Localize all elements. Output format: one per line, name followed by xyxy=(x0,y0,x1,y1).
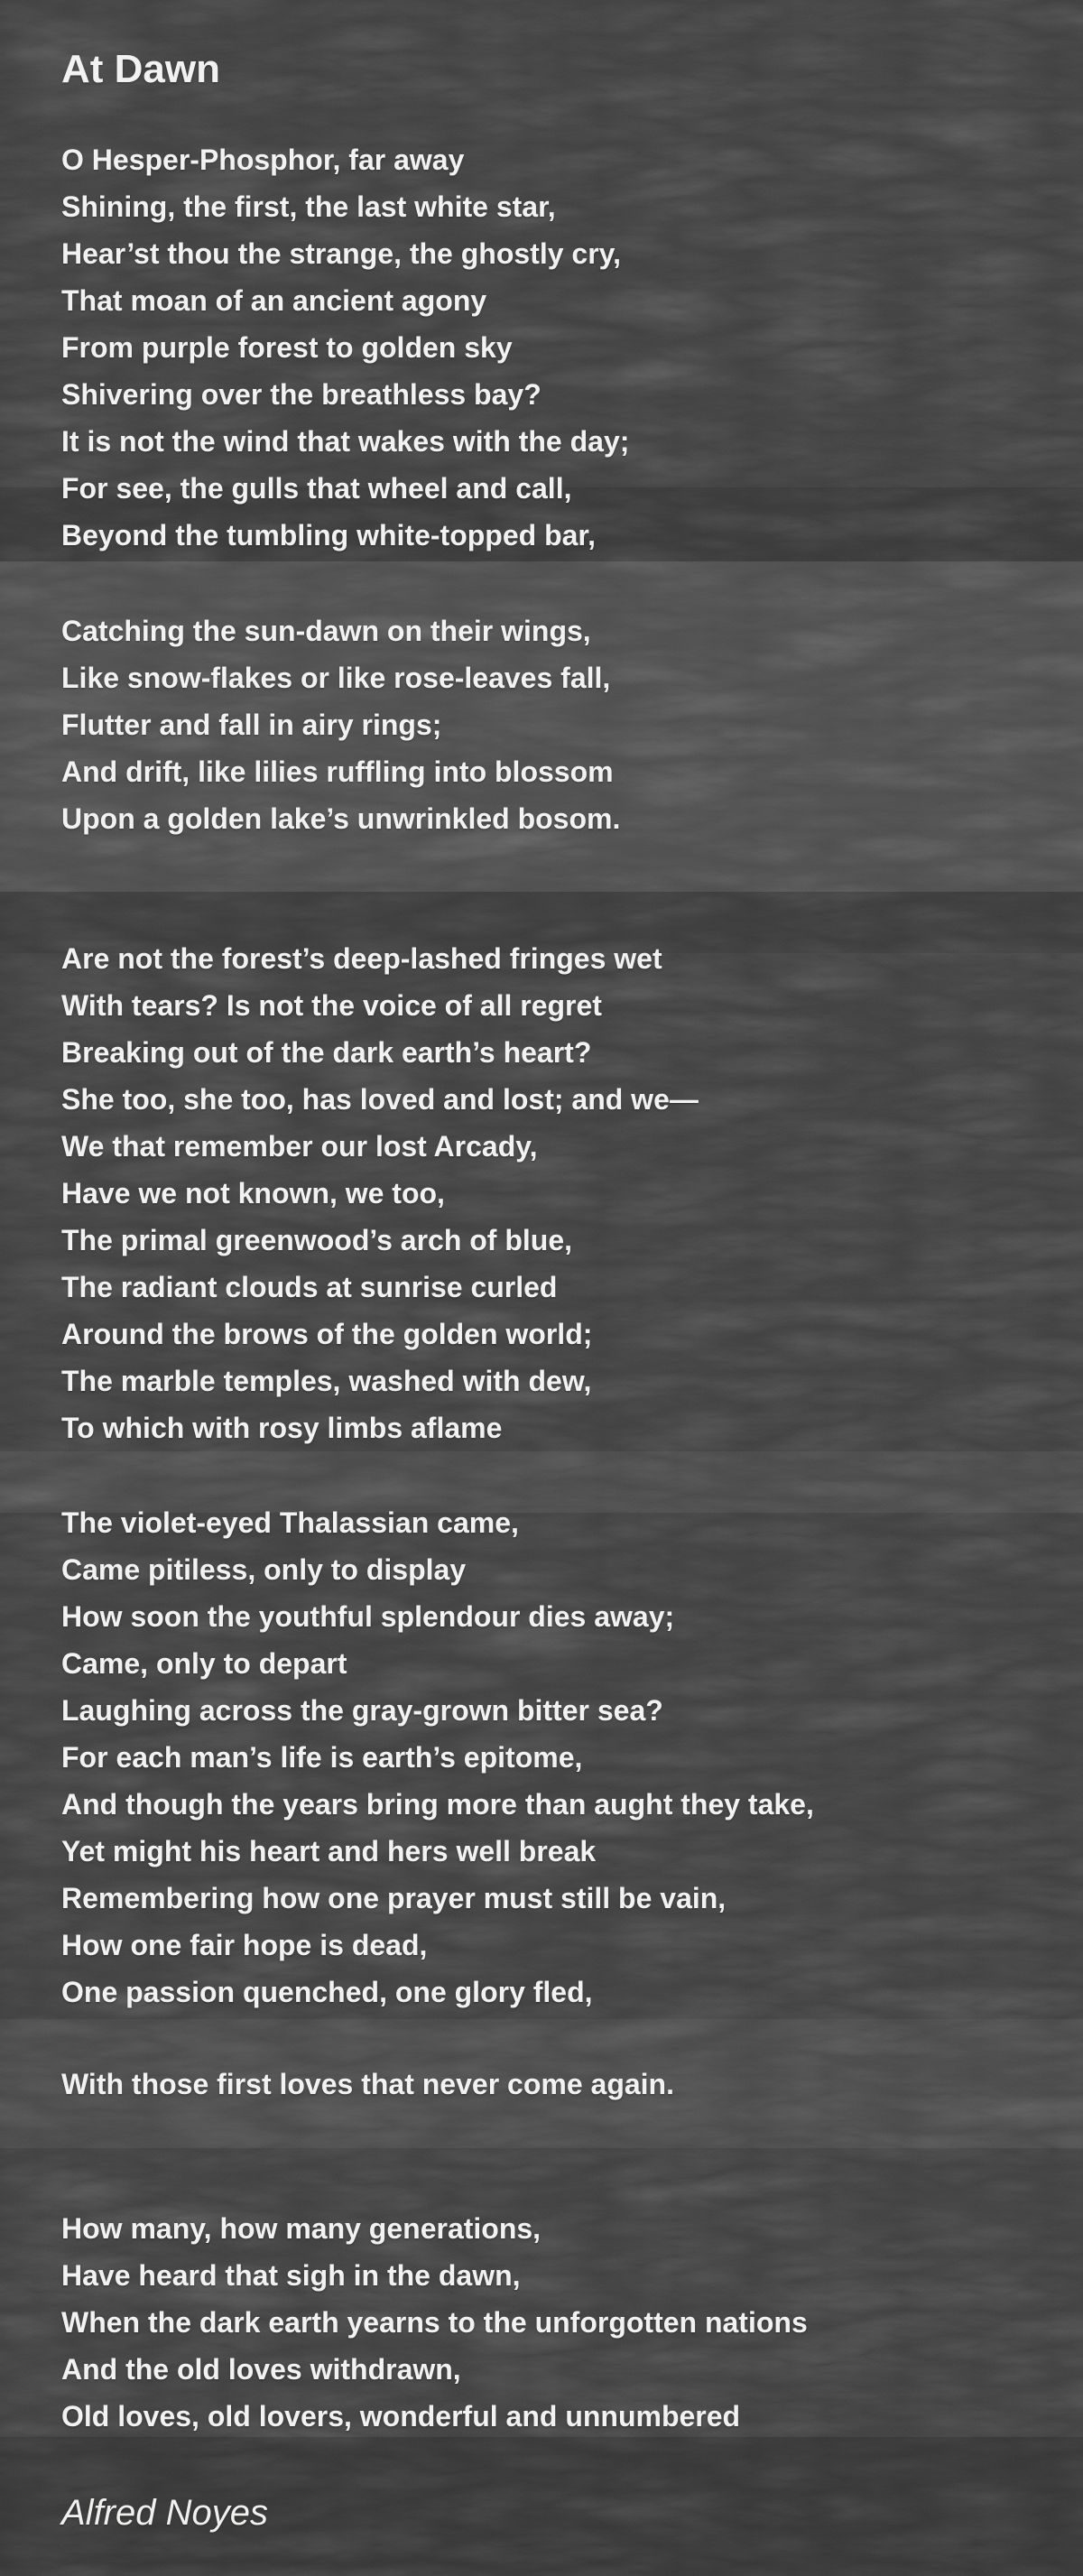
poem-line: For each man’s life is earth’s epitome, xyxy=(61,1741,583,1774)
poem-line: When the dark earth yearns to the unforgotten nations xyxy=(61,2306,808,2339)
poem-line: With those first loves that never come again. xyxy=(61,2068,674,2100)
poem-line: Laughing across the gray-grown bitter sea? xyxy=(61,1694,663,1727)
poem-line: And though the years bring more than aught they take, xyxy=(61,1788,814,1821)
poem-stanza xyxy=(61,136,1047,559)
poem-line: Beyond the tumbling white-topped bar, xyxy=(61,519,596,551)
poem-line: Are not the forest’s deep-lashed fringes wet xyxy=(61,942,662,975)
poem-line: How many, how many generations, xyxy=(61,2212,542,2245)
poem-line: O Hesper-Phosphor, far away xyxy=(61,144,465,176)
poem-line: Catching the sun-dawn on their wings, xyxy=(61,615,591,647)
poem-title: At Dawn xyxy=(61,47,220,91)
poem-line: It is not the wind that wakes with the day; xyxy=(61,425,630,458)
poem-line: Around the brows of the golden world; xyxy=(61,1318,593,1350)
poem-author: Alfred Noyes xyxy=(61,2493,268,2533)
poem-line: The marble temples, washed with dew, xyxy=(61,1365,592,1397)
poem-body xyxy=(61,136,1047,2440)
poem-line: From purple forest to golden sky xyxy=(61,331,513,364)
poem-stanza xyxy=(61,2205,1047,2440)
poem-line: And the old loves withdrawn, xyxy=(61,2353,461,2386)
poem-line: Remembering how one prayer must still be vain, xyxy=(61,1882,727,1914)
poem-line: Old loves, old lovers, wonderful and unnumbered xyxy=(61,2400,741,2432)
poem-line: The radiant clouds at sunrise curled xyxy=(61,1271,558,1303)
poem-line: She too, she too, has loved and lost; and we— xyxy=(61,1083,699,1116)
poem-line: With tears? Is not the voice of all regret xyxy=(61,989,602,1022)
poem-line: Shining, the first, the last white star, xyxy=(61,190,556,223)
poem-line: Came, only to depart xyxy=(61,1647,347,1680)
poem-line: Have heard that sigh in the dawn, xyxy=(61,2259,521,2292)
poem-stanza xyxy=(61,935,1047,1451)
poem-stanza xyxy=(61,2061,1047,2108)
poem-line: Breaking out of the dark earth’s heart? xyxy=(61,1036,592,1069)
poem-line: How soon the youthful splendour dies away; xyxy=(61,1600,675,1633)
poem-line: One passion quenched, one glory fled, xyxy=(61,1976,593,2008)
poem-line: We that remember our lost Arcady, xyxy=(61,1130,538,1163)
poem-line: Shivering over the breathless bay? xyxy=(61,378,542,411)
poem-line: Flutter and fall in airy rings; xyxy=(61,709,442,741)
poem-line: Upon a golden lake’s unwrinkled bosom. xyxy=(61,802,621,835)
poem-line: Have we not known, we too, xyxy=(61,1177,445,1209)
poem-stanza xyxy=(61,607,1047,842)
poem-line: That moan of an ancient agony xyxy=(61,284,487,317)
poem-line: How one fair hope is dead, xyxy=(61,1929,428,1961)
poem-line: To which with rosy limbs aflame xyxy=(61,1412,503,1444)
poem-line: Like snow-flakes or like rose-leaves fall, xyxy=(61,662,611,694)
poem-line: And drift, like lilies ruffling into blossom xyxy=(61,755,614,788)
poem-line: Came pitiless, only to display xyxy=(61,1553,467,1586)
poem-line: Hear’st thou the strange, the ghostly cry, xyxy=(61,237,621,270)
poem-line: The primal greenwood’s arch of blue, xyxy=(61,1224,573,1256)
poem-line: Yet might his heart and hers well break xyxy=(61,1835,597,1867)
poem-line: The violet-eyed Thalassian came, xyxy=(61,1506,519,1539)
poem-stanza xyxy=(61,1499,1047,2015)
poem-line: For see, the gulls that wheel and call, xyxy=(61,472,572,505)
